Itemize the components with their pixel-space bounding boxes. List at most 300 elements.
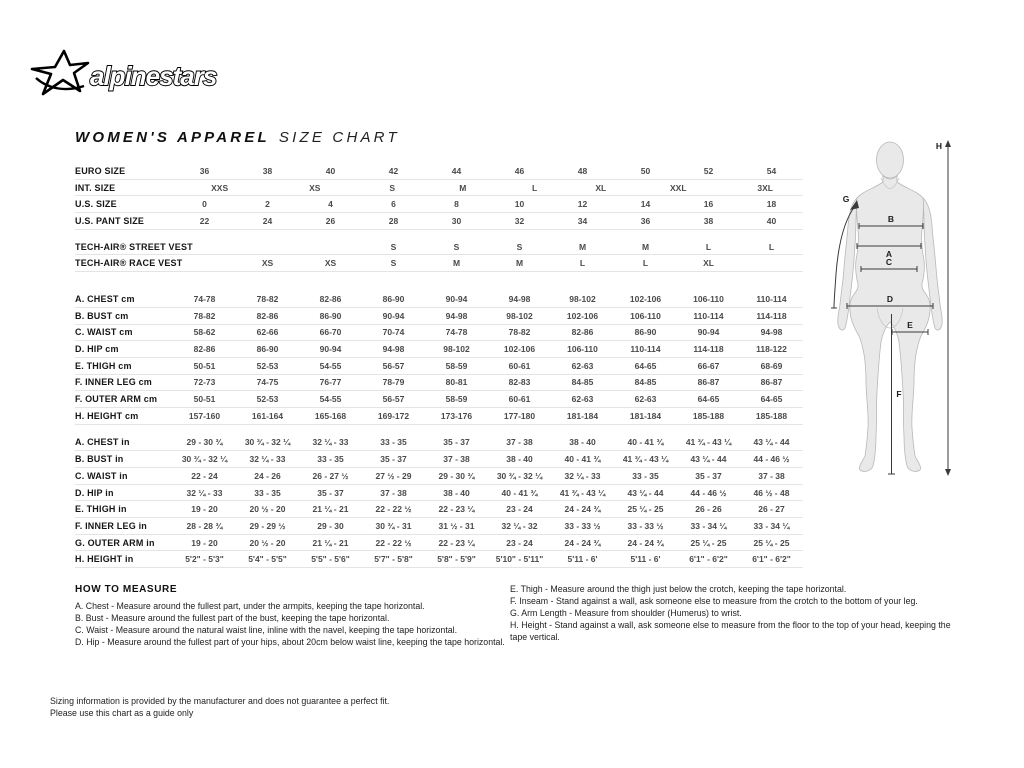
row-values — [173, 341, 803, 357]
size-value: L — [579, 258, 586, 269]
row-label: TECH-AIR® RACE VEST — [75, 258, 183, 269]
table-row — [75, 213, 803, 230]
size-value: 86-90 — [319, 310, 342, 321]
size-value: 24 - 24 ¾ — [564, 537, 601, 548]
measure-instruction: B. Bust - Measure around the fullest part of the bust, keeping the tape horizontal. — [75, 613, 390, 624]
size-value: 80-81 — [445, 377, 468, 388]
table-row — [75, 341, 803, 358]
size-value: 40 - 41 ¾ — [627, 437, 664, 448]
size-value: 74-78 — [193, 293, 216, 304]
size-value: 43 ¼ - 44 — [690, 454, 727, 465]
size-value: 36 — [199, 165, 210, 176]
size-value: 72-73 — [193, 377, 216, 388]
row-values — [173, 358, 803, 374]
size-value: 82-86 — [571, 327, 594, 338]
row-label: C. WAIST cm — [75, 327, 133, 338]
size-value: XS — [324, 258, 337, 269]
size-value: XS — [309, 182, 321, 193]
size-value: 35 - 37 — [443, 437, 470, 448]
size-value: 25 ¼ - 25 — [627, 504, 664, 515]
table-row — [75, 485, 803, 502]
size-value: 50-51 — [193, 394, 216, 405]
row-label: U.S. PANT SIZE — [75, 215, 145, 226]
table-section-sizes — [75, 163, 803, 230]
size-value: 94-98 — [508, 293, 531, 304]
size-value: 33 - 35 — [380, 437, 407, 448]
label-F: F — [896, 389, 902, 399]
size-value: 12 — [577, 199, 588, 210]
row-label: B. BUST cm — [75, 310, 129, 321]
size-value: 78-79 — [382, 377, 405, 388]
row-values — [173, 468, 803, 484]
disclaimer-line-2: Please use this chart as a guide only — [50, 707, 194, 718]
size-value: 22 — [199, 215, 210, 226]
size-value: 5'2" - 5'3" — [185, 554, 224, 565]
label-C: C — [885, 257, 893, 267]
row-values — [173, 551, 803, 567]
size-value: 24 - 24 ¾ — [564, 504, 601, 515]
size-value: 60-61 — [508, 394, 531, 405]
size-value: L — [705, 241, 712, 252]
size-value: 22 - 23 ¼ — [438, 537, 475, 548]
size-value: 40 — [766, 215, 777, 226]
table-row — [75, 535, 803, 552]
size-value: 41 ¾ - 43 ¼ — [685, 437, 732, 448]
size-value: 86-90 — [634, 327, 657, 338]
size-value: 35 - 37 — [317, 487, 344, 498]
table-row — [75, 451, 803, 468]
size-value: 0 — [202, 199, 207, 210]
size-value: 90-94 — [382, 310, 405, 321]
row-values — [173, 391, 803, 407]
size-value: 165-168 — [314, 410, 347, 421]
size-value: 28 - 28 ¾ — [186, 520, 223, 531]
size-chart-table — [75, 163, 803, 568]
size-value: 62-63 — [634, 394, 657, 405]
row-values — [173, 308, 803, 324]
row-values — [173, 518, 803, 534]
size-value: 30 ¾ - 31 — [375, 520, 412, 531]
size-value: 54-55 — [319, 360, 342, 371]
row-label: C. WAIST in — [75, 470, 128, 481]
size-value: 33 - 33 ½ — [564, 520, 601, 531]
size-value: XXS — [211, 182, 229, 193]
size-value: 5'10" - 5'11" — [495, 554, 544, 565]
size-value: 82-86 — [256, 310, 279, 321]
row-values — [173, 180, 803, 196]
size-value: 86-87 — [760, 377, 783, 388]
size-value: 56-57 — [382, 360, 405, 371]
size-value: 10 — [514, 199, 525, 210]
table-section-vests — [75, 239, 803, 272]
size-value: 6'1" - 6'2" — [689, 554, 728, 565]
row-label: D. HIP cm — [75, 344, 119, 355]
label-E: E — [907, 320, 913, 330]
size-value: 32 — [514, 215, 525, 226]
size-value: 25 ¼ - 25 — [690, 537, 727, 548]
size-value: 118-122 — [756, 344, 787, 355]
size-value: 52 — [703, 165, 714, 176]
table-row — [75, 255, 803, 272]
size-value: 21 ¼ - 21 — [312, 504, 349, 515]
size-value: 43 ¼ - 44 — [753, 437, 790, 448]
table-section-cm — [75, 291, 803, 425]
size-value: XL — [703, 258, 714, 269]
size-value: 64-65 — [634, 360, 657, 371]
measure-instruction: H. Height - Stand against a wall, ask someone else to measure from the floor to the top of your head, keeping the tape vertical. — [510, 620, 951, 642]
size-value: 35 - 37 — [380, 454, 407, 465]
row-label: H. HEIGHT in — [75, 554, 134, 565]
table-row — [75, 391, 803, 408]
size-value: 106-110 — [693, 293, 724, 304]
row-label: EURO SIZE — [75, 165, 126, 176]
size-value: 22 - 23 ¼ — [438, 504, 475, 515]
size-value: 37 - 38 — [758, 470, 785, 481]
size-value: 2 — [265, 199, 270, 210]
row-values — [173, 375, 803, 391]
label-G: G — [842, 194, 850, 204]
body-measurement-figure — [815, 136, 995, 481]
size-value: 36 — [640, 215, 651, 226]
size-value: 52-53 — [256, 360, 279, 371]
size-value: L — [532, 182, 538, 193]
disclaimer — [50, 696, 389, 719]
size-value: 26 - 27 ½ — [312, 470, 349, 481]
size-value: M — [641, 241, 650, 252]
row-values — [173, 451, 803, 467]
row-values — [173, 291, 803, 307]
size-value: 94-98 — [382, 344, 405, 355]
size-value: 58-62 — [193, 327, 216, 338]
size-value: 37 - 38 — [443, 454, 470, 465]
size-value: 21 ¼ - 21 — [312, 537, 349, 548]
row-values — [173, 485, 803, 501]
size-value: 5'11 - 6' — [630, 554, 661, 565]
size-value: 42 — [388, 165, 399, 176]
size-value: 173-176 — [440, 410, 473, 421]
size-value: 3XL — [757, 182, 773, 193]
size-value: 30 ¾ - 32 ¼ — [244, 437, 291, 448]
size-value: 38 — [703, 215, 714, 226]
table-row — [75, 358, 803, 375]
size-value: 33 - 33 ½ — [627, 520, 664, 531]
label-D: D — [886, 294, 894, 304]
measure-instruction: C. Waist - Measure around the natural waist line, inline with the navel, keeping the tape horizontal. — [75, 625, 458, 636]
page-title-sub: SIZE CHART — [278, 129, 400, 146]
table-row — [75, 239, 803, 256]
size-value: 41 ¾ - 43 ¼ — [559, 487, 606, 498]
size-value: 44 - 46 ½ — [753, 454, 790, 465]
size-value: 25 ¼ - 25 — [753, 537, 790, 548]
size-value: 5'7" - 5'8" — [374, 554, 413, 565]
row-values — [173, 239, 803, 255]
size-value: 26 - 27 — [758, 504, 785, 515]
alpinestars-logo — [30, 48, 226, 107]
size-value: M — [459, 182, 467, 193]
row-values — [173, 325, 803, 341]
row-label: D. HIP in — [75, 487, 114, 498]
size-value: 54-55 — [319, 394, 342, 405]
size-value: 102-106 — [503, 344, 536, 355]
size-value: 6 — [391, 199, 396, 210]
how-to-measure-right-column — [510, 584, 953, 644]
size-value: L — [642, 258, 649, 269]
size-value: M — [578, 241, 587, 252]
alpinestars-star-icon — [32, 51, 88, 94]
size-value: 114-118 — [756, 310, 787, 321]
size-value: M — [452, 258, 461, 269]
row-values — [173, 255, 803, 271]
size-value: 23 - 24 — [506, 537, 533, 548]
size-value: 44 — [451, 165, 462, 176]
size-value: 33 - 34 ¼ — [753, 520, 790, 531]
row-values — [173, 535, 803, 551]
size-value: 82-83 — [508, 377, 531, 388]
size-value: 26 - 26 — [695, 504, 722, 515]
table-row — [75, 518, 803, 535]
size-value: S — [516, 241, 523, 252]
size-value: 102-106 — [629, 293, 662, 304]
size-value: 29 - 30 ¾ — [186, 437, 223, 448]
size-value: 157-160 — [188, 410, 221, 421]
row-values — [173, 435, 803, 451]
row-label: F. INNER LEG cm — [75, 377, 153, 388]
size-value: 34 — [577, 215, 588, 226]
page-title-main: WOMEN'S APPAREL — [75, 129, 270, 146]
female-silhouette — [838, 142, 943, 471]
size-value: 29 - 29 ½ — [249, 520, 286, 531]
size-value: 20 ½ - 20 — [249, 537, 286, 548]
row-label: F. INNER LEG in — [75, 520, 148, 531]
size-value: 90-94 — [697, 327, 720, 338]
size-value: XXL — [669, 182, 687, 193]
size-value: S — [390, 241, 397, 252]
size-value: 29 - 30 — [317, 520, 344, 531]
table-row — [75, 551, 803, 568]
row-values — [173, 501, 803, 517]
row-label: INT. SIZE — [75, 182, 116, 193]
size-value: M — [515, 258, 524, 269]
table-row — [75, 325, 803, 342]
measure-instruction: D. Hip - Measure around the fullest part of your hips, about 20cm below waist line, keeping the tape horizontal. — [75, 637, 505, 648]
size-value: 78-82 — [508, 327, 531, 338]
logo-wordmark: alpinestars — [90, 61, 217, 91]
size-value: 68-69 — [760, 360, 783, 371]
size-value: 50-51 — [193, 360, 216, 371]
size-value: 64-65 — [760, 394, 783, 405]
size-value: 185-188 — [755, 410, 788, 421]
size-value: 106-110 — [567, 344, 598, 355]
size-value: XL — [595, 182, 607, 193]
size-value: 76-77 — [319, 377, 342, 388]
row-label: U.S. SIZE — [75, 199, 117, 210]
size-value: 41 ¾ - 43 ¼ — [622, 454, 669, 465]
size-value: 33 - 35 — [317, 454, 344, 465]
size-value: 27 ½ - 29 — [375, 470, 412, 481]
size-value: 19 - 20 — [191, 537, 218, 548]
table-section-in — [75, 435, 803, 569]
size-value: 24 - 26 — [254, 470, 281, 481]
size-value: 33 - 34 ¼ — [690, 520, 727, 531]
size-value: 54 — [766, 165, 777, 176]
row-label: F. OUTER ARM cm — [75, 394, 158, 405]
label-B: B — [887, 214, 895, 224]
size-value: 37 - 38 — [380, 487, 407, 498]
size-value: 177-180 — [503, 410, 536, 421]
size-value: 16 — [703, 199, 714, 210]
size-value: 84-85 — [571, 377, 594, 388]
size-value: 32 ¼ - 33 — [564, 470, 601, 481]
row-values — [173, 213, 803, 229]
size-value: 18 — [766, 199, 777, 210]
row-label: B. BUST in — [75, 454, 124, 465]
size-value: 38 - 40 — [443, 487, 470, 498]
size-value: 181-184 — [629, 410, 662, 421]
size-value: 26 — [325, 215, 336, 226]
size-value: 8 — [454, 199, 459, 210]
size-value: 50 — [640, 165, 651, 176]
how-to-measure-left-column — [75, 601, 512, 649]
table-row — [75, 408, 803, 425]
label-A: A — [885, 249, 893, 259]
size-value: 22 - 22 ½ — [375, 504, 412, 515]
size-value: 5'11 - 6' — [567, 554, 598, 565]
table-row — [75, 163, 803, 180]
size-value: 82-86 — [319, 293, 342, 304]
size-value: 33 - 35 — [632, 470, 659, 481]
size-value: 24 — [262, 215, 273, 226]
size-value: L — [768, 241, 775, 252]
size-value: S — [389, 182, 396, 193]
size-value: 98-102 — [506, 310, 533, 321]
size-value: 98-102 — [569, 293, 596, 304]
measure-instruction: F. Inseam - Stand against a wall, ask someone else to measure from the crotch to the bottom of your leg. — [510, 596, 918, 607]
size-value: 110-114 — [756, 293, 787, 304]
size-value: 56-57 — [382, 394, 405, 405]
size-value: 64-65 — [697, 394, 720, 405]
size-value: 5'5" - 5'6" — [311, 554, 350, 565]
size-value: 32 ¼ - 33 — [312, 437, 349, 448]
size-value: 23 - 24 — [506, 504, 533, 515]
size-value: 86-90 — [256, 344, 279, 355]
size-value: 29 - 30 ¾ — [438, 470, 475, 481]
size-value: 46 ½ - 48 — [753, 487, 790, 498]
size-value: 86-90 — [382, 293, 405, 304]
size-value: 102-106 — [566, 310, 599, 321]
size-value: 78-82 — [256, 293, 279, 304]
size-value: 33 - 35 — [254, 487, 281, 498]
size-value: 161-164 — [251, 410, 284, 421]
size-value: 30 — [451, 215, 462, 226]
disclaimer-line-1: Sizing information is provided by the manufacturer and does not guarantee a perfect fit. — [50, 696, 390, 706]
table-row — [75, 468, 803, 485]
size-value: 5'4" - 5'5" — [248, 554, 287, 565]
row-label: H. HEIGHT cm — [75, 410, 139, 421]
size-value: 46 — [514, 165, 525, 176]
size-value: 40 - 41 ¾ — [564, 454, 601, 465]
size-value: 82-86 — [193, 344, 216, 355]
measure-instruction: A. Chest - Measure around the fullest part, under the armpits, keeping the tape horizontal. — [75, 601, 425, 611]
size-value: 30 ¾ - 32 ¼ — [181, 454, 228, 465]
size-value: 44 - 46 ½ — [690, 487, 727, 498]
size-value: 114-118 — [693, 344, 724, 355]
size-value: 22 - 22 ½ — [375, 537, 412, 548]
size-value: 110-114 — [630, 344, 661, 355]
table-row — [75, 501, 803, 518]
size-value: 66-67 — [697, 360, 720, 371]
row-label: TECH-AIR® STREET VEST — [75, 241, 193, 252]
size-value: 37 - 38 — [506, 437, 533, 448]
size-value: XS — [261, 258, 274, 269]
size-value: S — [390, 258, 397, 269]
table-row — [75, 196, 803, 213]
size-value: 94-98 — [760, 327, 783, 338]
size-value: 32 ¼ - 32 — [501, 520, 538, 531]
measure-instruction: G. Arm Length - Measure from shoulder (Humerus) to wrist. — [510, 608, 742, 619]
size-value: 28 — [388, 215, 399, 226]
size-value: 84-85 — [634, 377, 657, 388]
table-row — [75, 291, 803, 308]
size-value: 20 ½ - 20 — [249, 504, 286, 515]
row-label: G. OUTER ARM in — [75, 537, 155, 548]
size-value: 98-102 — [443, 344, 470, 355]
size-value: 38 - 40 — [506, 454, 533, 465]
row-label: A. CHEST in — [75, 437, 130, 448]
size-value: 70-74 — [382, 327, 405, 338]
row-values — [173, 163, 803, 179]
how-to-measure-heading: HOW TO MEASURE — [75, 584, 178, 595]
size-value: 43 ¼ - 44 — [627, 487, 664, 498]
size-value: 66-70 — [319, 327, 342, 338]
size-value: 58-59 — [445, 394, 468, 405]
size-value: 58-59 — [445, 360, 468, 371]
size-value: 6'1" - 6'2" — [752, 554, 791, 565]
size-value: 40 — [325, 165, 336, 176]
size-value: 48 — [577, 165, 588, 176]
page-title — [75, 129, 400, 146]
size-value: 106-110 — [630, 310, 661, 321]
size-value: 24 - 24 ¾ — [627, 537, 664, 548]
size-value: 90-94 — [445, 293, 468, 304]
size-value: 78-82 — [193, 310, 216, 321]
size-value: 74-75 — [256, 377, 279, 388]
size-value: 35 - 37 — [695, 470, 722, 481]
measure-instruction: E. Thigh - Measure around the thigh just below the crotch, keeping the tape horizontal. — [510, 584, 847, 594]
size-value: 19 - 20 — [191, 504, 218, 515]
row-label: E. THIGH cm — [75, 360, 132, 371]
table-row — [75, 308, 803, 325]
size-value: 181-184 — [566, 410, 599, 421]
size-value: 60-61 — [508, 360, 531, 371]
size-value: 169-172 — [377, 410, 410, 421]
size-value: 32 ¼ - 33 — [249, 454, 286, 465]
size-value: 90-94 — [319, 344, 342, 355]
table-row — [75, 375, 803, 392]
size-value: 86-87 — [697, 377, 720, 388]
size-value: 62-63 — [571, 360, 594, 371]
row-values — [173, 196, 803, 212]
size-value: 14 — [640, 199, 651, 210]
size-value: 185-188 — [692, 410, 725, 421]
row-label: A. CHEST cm — [75, 293, 135, 304]
row-label: E. THIGH in — [75, 504, 127, 515]
size-value: 62-63 — [571, 394, 594, 405]
size-value: 40 - 41 ¾ — [501, 487, 538, 498]
table-row — [75, 180, 803, 197]
size-value: 30 ¾ - 32 ¼ — [496, 470, 543, 481]
table-row — [75, 435, 803, 452]
size-value: 22 - 24 — [191, 470, 218, 481]
